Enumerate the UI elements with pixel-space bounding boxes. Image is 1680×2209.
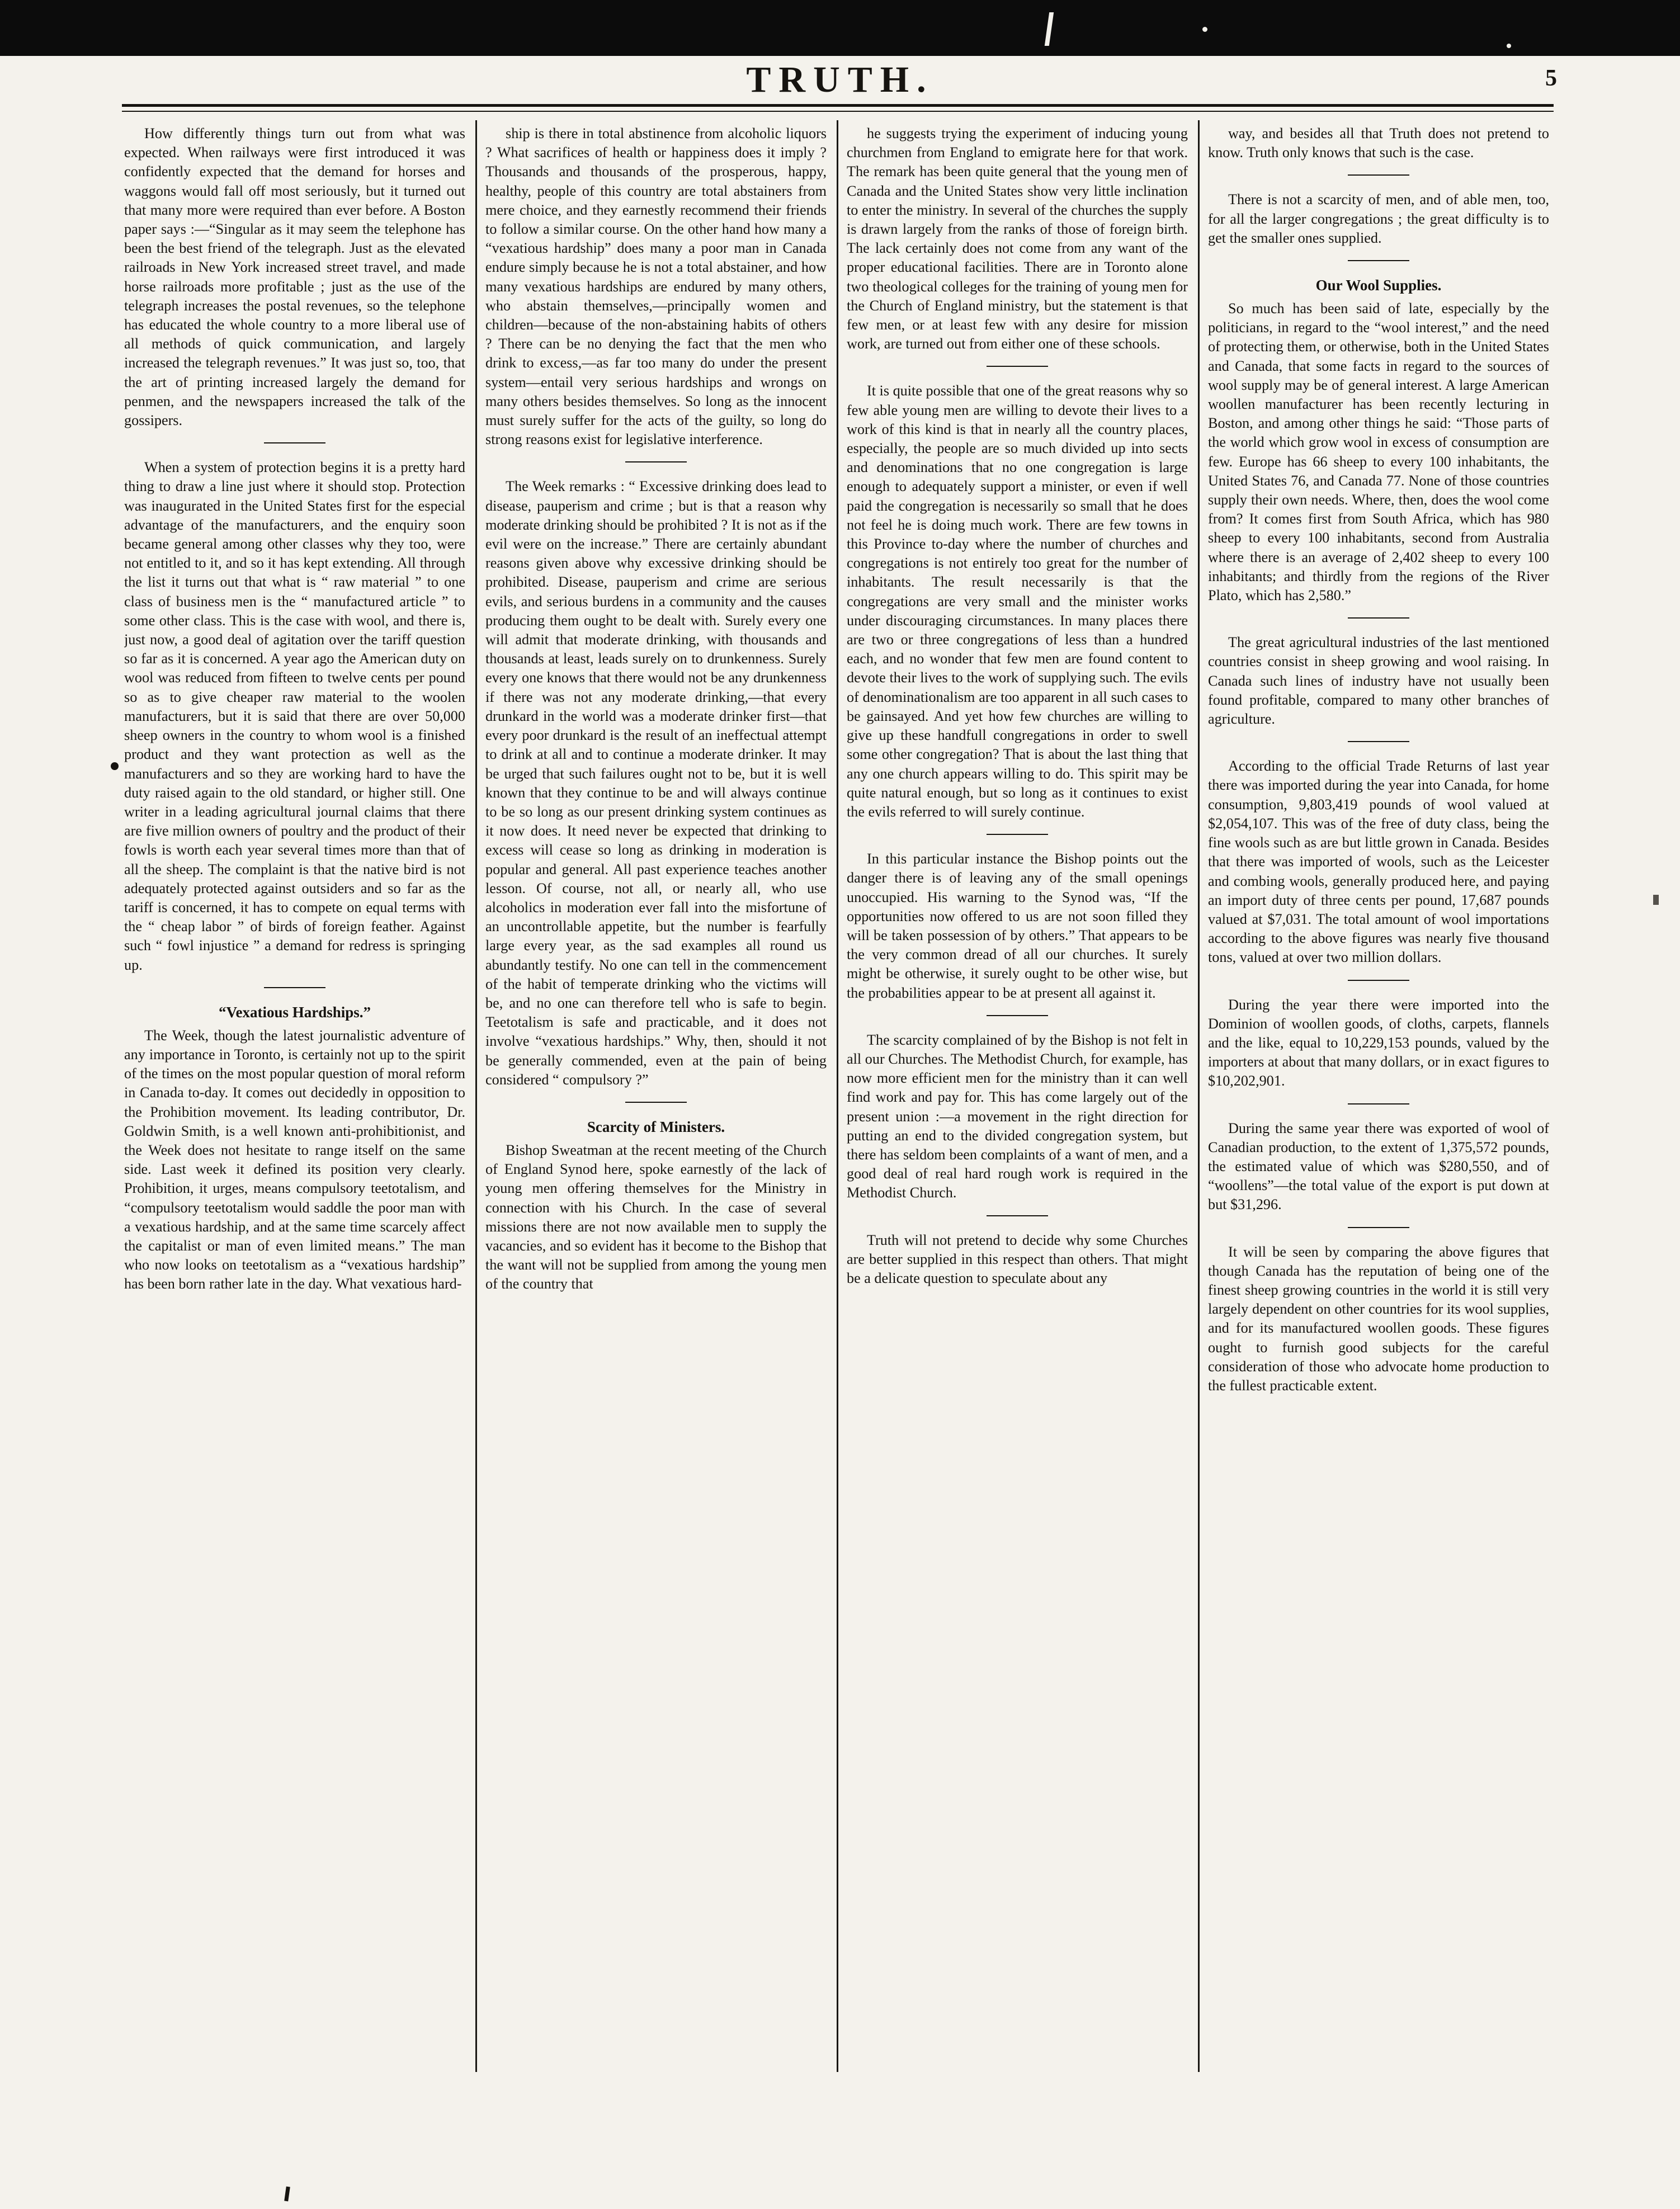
section-rule xyxy=(1348,980,1409,981)
masthead-rule xyxy=(122,104,1554,107)
section-rule xyxy=(987,1215,1048,1216)
section-rule xyxy=(1348,1227,1409,1228)
article-paragraph: During the same year there was exported of wool of Canadian production, to the extent of 1,375,572 pounds, the estimated value of which was $280,550, and of “woollens”—the total value of the export is put down at but $31,296. xyxy=(1208,1120,1549,1213)
column-divider xyxy=(1198,120,1200,2072)
section-rule xyxy=(1348,1103,1409,1104)
section-rule xyxy=(1348,260,1409,261)
section-rule xyxy=(987,834,1048,835)
column-divider xyxy=(837,120,838,2072)
section-rule xyxy=(987,1015,1048,1016)
page-number: 5 xyxy=(1545,65,1557,91)
article-paragraph: It will be seen by comparing the above figures that though Canada has the reputation of being one of the finest sheep growing countries in the world it is still very largely dependent on other countries for its wool supplies, and for its manufactured woollen goods. These figures ought to furnish good subjects for the careful consideration of those who advocate home production to the fullest practicable extent. xyxy=(1208,1243,1549,1394)
section-rule xyxy=(625,1102,687,1103)
article-paragraph: The Week, though the latest journalistic adventure of any importance in Toronto, is certainly not up to the spirit of the times on the most popular question of moral reform in Canada to-day. It comes out decidedly in opposition to the Prohibition movement. Its leading contributor, Dr. Goldwin Smith, is a well known anti-prohibitionist, and the Week does not hesitate to range itself on the same side. Last week it defined its position very clearly. Prohibition, it urges, means compulsory teetotalism, and “compulsory teetotalism would saddle the poor man with a vexatious hardship, and at the same time scarcely affect the capitalist or man of even limited means.” The man who now looks on teetotalism as a “vexatious hardship” has been born rather late in the day. What vexatious hard- xyxy=(124,1027,465,1292)
article-paragraph: There is not a scarcity of men, and of able men, too, for all the larger congregations ; the great difficulty is to get the smaller ones supplied. xyxy=(1208,191,1549,246)
article-paragraph: The great agricultural industries of the last mentioned countries consist in sheep growing and wool raising. In Canada such lines of industry have not usually been found profitable, compared to many other branches of agriculture. xyxy=(1208,634,1549,728)
margin-bullet xyxy=(111,762,119,770)
article-paragraph: The scarcity complained of by the Bishop is not felt in all our Churches. The Methodist Church, for example, has now more efficient men for the ministry than it can well find work and pay for. This has come largely out of the present union :—a movement in the right direction for putting an end to the divided congregation system, but there has seldom been complaints of a want of men, and a good deal of real hard rough work is required in the Methodist Church. xyxy=(847,1031,1188,1201)
section-rule xyxy=(264,442,325,443)
column-4 xyxy=(1208,124,1549,2070)
section-rule xyxy=(987,366,1048,367)
scan-speck xyxy=(1653,895,1659,905)
column-2 xyxy=(485,124,827,2070)
section-rule xyxy=(1348,174,1409,176)
article-paragraph: During the year there were imported into the Dominion of woollen goods, of cloths, carpets, flannels and the like, equal to 10,229,153 pounds, valued by the importers at about that many dollars, or in exact figures to $10,202,901. xyxy=(1208,996,1549,1089)
scan-mark xyxy=(1202,27,1207,32)
article-paragraph: way, and besides all that Truth does not pretend to know. Truth only knows that such is the case. xyxy=(1208,125,1549,161)
newspaper-title: TRUTH. xyxy=(746,59,934,100)
section-rule xyxy=(625,461,687,462)
scan-mark xyxy=(1507,44,1511,48)
masthead-rule xyxy=(122,111,1554,112)
article-heading: Our Wool Supplies. xyxy=(1315,277,1442,294)
article-paragraph: According to the official Trade Returns of last year there was imported during the year into Canada, for home consumption, 9,803,419 pounds of wool valued at $2,054,107. This was of the free of duty class, being the fine wools such as are but little grown in Canada. Besides that there was imported of wools, such as the Leicester and combing wools, generally produced here, and paying an import duty of three cents per pound, 17,687 pounds valued at $7,031. The total amount of wool importations according to the above figures was nearly five thousand tons, valued at over two million dollars. xyxy=(1208,758,1549,966)
column-divider xyxy=(475,120,477,2072)
scan-top-border xyxy=(0,0,1680,56)
article-paragraph: he suggests trying the experiment of inducing young churchmen from England to emigrate here for that work. The remark has been quite general that the young men of Canada and the United States show very little inclination to enter the ministry. In several of the churches the supply is drawn largely from the ranks of those of foreign birth. The lack certainly does not come from any want of the proper educational facilities. There are in Toronto alone two theological colleges for the training of young men for the Church of England ministry, but the statement is that few men, or at least few with any desire for mission work, are turned out from either one of these schools. xyxy=(847,125,1188,352)
article-paragraph: It is quite possible that one of the great reasons why so few able young men are willing to devote their lives to a work of this kind is that in nearly all the country places, especially, the people are so much divided up into sects and denominations that no one congregation is large enough to adequately support a minister, or even if well paid the congregation is necessarily so small that he does not feel he is doing much work. There are few towns in this Province to-day where the number of churches and congregations is not entirely too great for the number of inhabitants. The result necessarily is that the congregations are very small and the minister works under discouraging circumstances. In many places there are two or three congregations of less than a hundred each, and no wonder that few men are found content to devote their lives to the work of supplying such. The evils of denominationalism are too apparent in all such cases to be gainsayed. And yet how few churches are willing to give up these handfull congregations in order to swell some other congregation? That is about the last thing that any one church appears willing to do. This spirit may be quite natural enough, but so long as it continues to exist the evils referred to will surely continue. xyxy=(847,383,1188,820)
section-rule xyxy=(1348,617,1409,619)
article-paragraph: Bishop Sweatman at the recent meeting of the Church of England Synod here, spoke earnestly of the lack of young men offering themselves for the Ministry in connection with his Church. In the case of several missions there are not now available men to supply the vacancies, and so evident has it become to the Bishop that the want will not be supplied from among the young men of the country that xyxy=(485,1141,827,1292)
article-paragraph: In this particular instance the Bishop points out the danger there is of leaving any of the small openings unoccupied. His warning to the Synod was, “If the opportunities now offered to us are not soon filled they will be taken possession of by others.” That appears to be the very common dread of all our churches. It surely might be otherwise, it surely ought to be other wise, but the probabilities appear to be at present all against it. xyxy=(847,851,1188,1001)
masthead xyxy=(0,60,1680,100)
section-rule xyxy=(264,987,325,988)
article-paragraph: So much has been said of late, especially by the politicians, in regard to the “wool interest,” and the need of protecting them, or otherwise, both in the United States and Canada, that some facts in regard to the sources of wool supply may be of general interest. A large American woollen manufacturer has been recently lecturing in Boston, and among other things he said: “Those parts of the world which grow wool in excess of consumption are few. Europe has 66 sheep to every 100 inhabitants, the United States 76, and Canada 77. None of those countries supply their own needs. Where, then, does the wool come from? It comes first from South Africa, which has 980 sheep to every 100 inhabitants, second from Australia where there is an average of 2,402 sheep to every 100 inhabitants; and thirdly from the regions of the River Plato, which has 2,580.” xyxy=(1208,300,1549,604)
scan-speck xyxy=(284,2187,290,2202)
article-heading: Scarcity of Ministers. xyxy=(587,1118,725,1135)
article-paragraph: When a system of protection begins it is a pretty hard thing to draw a line just where it should stop. Protection was inaugurated in the United States first for the especial advantage of the manufacturers, and the enquiry soon became general among other classes why they too, were not entitled to it, and so it has kept extending. All through the list it turns out that what is “ raw material ” to one class of business men is the “ manufactured article ” to some other class. This is the case with wool, and there is, just now, a good deal of agitation over the tariff question so far as it is concerned. A year ago the American duty on wool was reduced from fifteen to twelve cents per pound so as to give cheaper raw material to the woolen manufacturers, but it is said that there are over 50,000 sheep owners in the country to whom wool is a finished product and they want protection as well as the manufacturers and so they are working hard to have the duty raised again to the old standard, or higher still. One writer in a leading agricultural journal claims that there are five million owners of poultry and the product of their fowls is worth each year several times more than that of all the sheep. The complaint is that the native bird is not adequately protected against outsiders and so far as the tariff is concerned, it has to compete on equal terms with the “ cheap labor ” of birds of foreign feather. Against such “ fowl injustice ” a demand for redress is springing up. xyxy=(124,459,465,973)
article-heading: “Vexatious Hardships.” xyxy=(218,1003,371,1021)
column-3 xyxy=(847,124,1188,2070)
column-1 xyxy=(124,124,465,2070)
article-paragraph: The Week remarks : “ Excessive drinking does lead to disease, pauperism and crime ; but is that a reason why moderate drinking should be prohibited ? It is not as if the evil were on the increase.” There are certainly abundant reasons given above why excessive drinking should be prohibited. Disease, pauperism and crime are serious evils, and serious burdens in a community and the causes producing them ought to be dealt with. Surely every one will admit that moderate drinking, with thousands and thousands at least, leads surely on to drunkenness. Surely every one knows that there would not be any drunkenness if there was not any moderate drinking,—that every drunkard in the world was a moderate drinker first—that every poor drunkard is the result of an ineffectual attempt to drink at all and to continue a moderate drinker. It may be urged that such failures ought not to be, but it is well known that they continue to be and will always continue to be so long as our present drinking system continues as it now does. It need never be expected that drinking to excess will cease so long as drinking in moderation is popular and general. All past experience teaches another lesson. Of course, not all, or nearly all, who use alcoholics in moderation ever fall into the misfortune of an uncontrollable appetite, but the number is fearfully large every year, as the sad examples all round us abundantly testify. No one can tell in the commencement of the habit of temperate drinking who the victims will be, and no one can therefore tell who is safe to begin. Teetotalism is safe and practicable, and it does not involve “vexatious hardships.” Why, then, should it not be generally commended, even at the pain of being considered “ compulsory ?” xyxy=(485,478,827,1088)
article-paragraph: How differently things turn out from what was expected. When railways were first introduced it was confidently expected that the demand for horses and waggons would fall off most seriously, but it turned out that many more were required than ever before. A Boston paper says :—“Singular as it may seem the telephone has been the best friend of the telegraph. Just as the elevated railroads in New York increased street travel, and made horse railroads more profitable ; just as the use of the telegraph increases the postal revenues, so the telephone has educated the whole country to a more liberal use of all methods of quick communication, and largely increased the telegraph revenues.” It was just so, too, that the art of printing increased largely the demand for penmen, and the newspapers increased the talk of the gossipers. xyxy=(124,125,465,429)
article-paragraph: Truth will not pretend to decide why some Churches are better supplied in this respect than others. That might be a delicate question to speculate about any xyxy=(847,1231,1188,1286)
section-rule xyxy=(1348,741,1409,742)
article-paragraph: ship is there in total abstinence from alcoholic liquors ? What sacrifices of health or happiness does it imply ? Thousands and thousands of the prosperous, happy, healthy, people of this country are total abstainers from mere choice, and they earnestly recommend their friends to follow a similar course. On the other hand how many a “vexatious hardship” does many a poor man in Canada endure simply because he is not a total abstainer, and how many vexatious hardships are endured by many others, who abstain themselves,—principally women and children—because of the non-abstaining habits of others ? There can be no denying the fact that the men who drink to excess,—as far too many do under the present system—entail very serious hardships and wrongs on many others besides themselves. So long as the innocent must surely suffer for the acts of the guilty, so long do strong reasons exist for legislative interference. xyxy=(485,125,827,448)
